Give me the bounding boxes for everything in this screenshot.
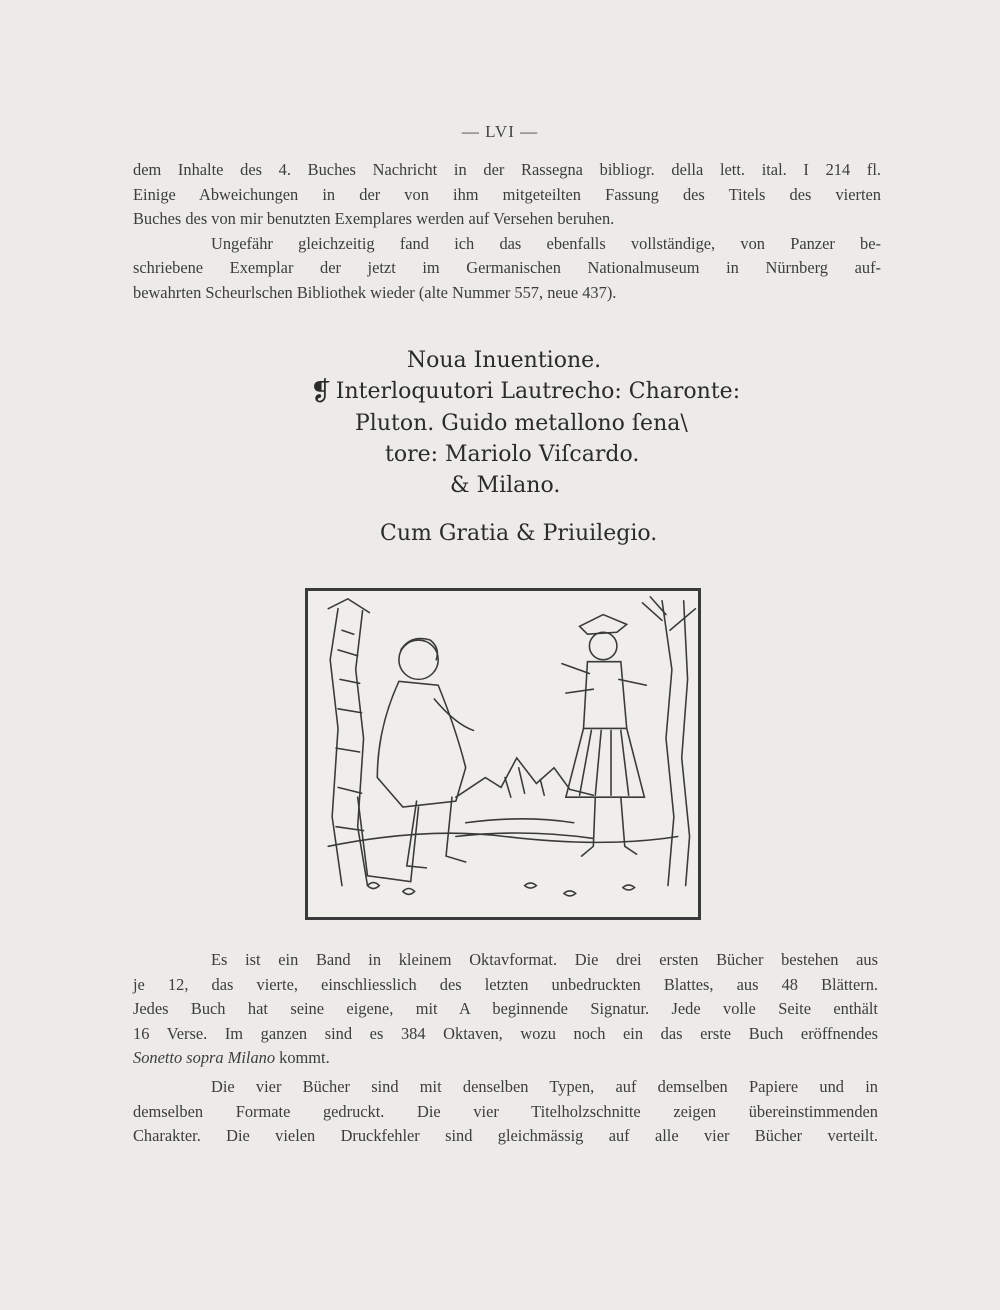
text-line: bewahrten Scheurlschen Bibliothek wieder (alte Nummer 557, neue 437). [133,282,617,302]
text-line: Einige Abweichungen in der von ihm mitgeteilten Fassung des Titels des vierten [133,184,881,204]
page-number: — LVI — [461,122,539,141]
tree-branches-right [642,597,695,630]
paragraph-description [133,948,878,1071]
text-line: Buches des von mir benutzten Exemplares werden auf Versehen beruhen. [133,209,615,228]
paragraph-mark-icon: ❡ [310,377,332,407]
text-line: 16 Verse. Im ganzen sind es 384 Oktaven, wozu noch ein das erste Buch eröffnendes [133,1023,878,1043]
river-lines [456,819,593,839]
paragraph-continuation [133,158,881,305]
title-line [240,376,760,408]
woodcut-illustration [305,588,701,920]
seated-figure-body [377,681,465,807]
text-line: demselben Formate gedruckt. Die vier Titelholzschnitte zeigen übereinstimmenden [133,1101,878,1121]
facsimile-title-page [240,345,760,549]
standing-figure-skirt [566,728,645,797]
text-line: schriebene Exemplar der jetzt im Germanischen Nationalmuseum in Nürnberg auf- [133,258,881,277]
italic-title: Sonetto sopra Milano [133,1048,276,1067]
title-line-text: Interloquutori Lautrecho: Charonte: [335,379,741,404]
text-line: Es ist ein Band in kleinem Oktavformat. Die drei ersten Bücher bestehen aus [211,950,878,969]
standing-figure-head [589,632,616,659]
privilege-line: Cum Gratia & Priuilegio. [380,521,658,546]
text-line: Ungefähr gleichzeitig fand ich das ebenfalls vollständige, von Panzer be- [211,233,881,253]
text-line: je 12, das vierte, einschliesslich des letzten unbedruckten Blattes, aus 48 Blättern. [133,974,878,994]
standing-figure-torso [584,662,627,729]
title-line: tore: Mariolo Viſcardo. [385,442,640,467]
seated-figure-hair [401,638,437,659]
title-line: Noua Inuentione. [406,348,602,373]
text-line: Charakter. Die vielen Druckfehler sind gleichmässig auf alle vier Bücher verteilt. [133,1126,878,1145]
standing-figure-arms [562,664,646,693]
title-line: & Milano. [450,473,561,498]
paragraph-typography [133,1075,878,1149]
title-line: Pluton. Guido metallono ſena\ [355,411,688,436]
tree-right [662,601,689,886]
standing-figure-legs [582,797,637,856]
text-line: dem Inhalte des 4. Buches Nachricht in der Rassegna bibliogr. della lett. ital. I 214 fl. [133,160,881,179]
text-line: Die vier Bücher sind mit denselben Typen, auf demselben Papiere und in [211,1077,878,1096]
standing-figure-hat [580,615,627,635]
text-fragment: kommt. [275,1048,330,1067]
pebbles [367,883,634,896]
text-line: Jedes Buch hat seine eigene, mit A beginnende Signatur. Jede volle Seite enthält [133,999,878,1018]
text-line [133,1046,878,1071]
skirt-pleats [580,730,629,795]
woodcut-drawing [308,591,698,917]
